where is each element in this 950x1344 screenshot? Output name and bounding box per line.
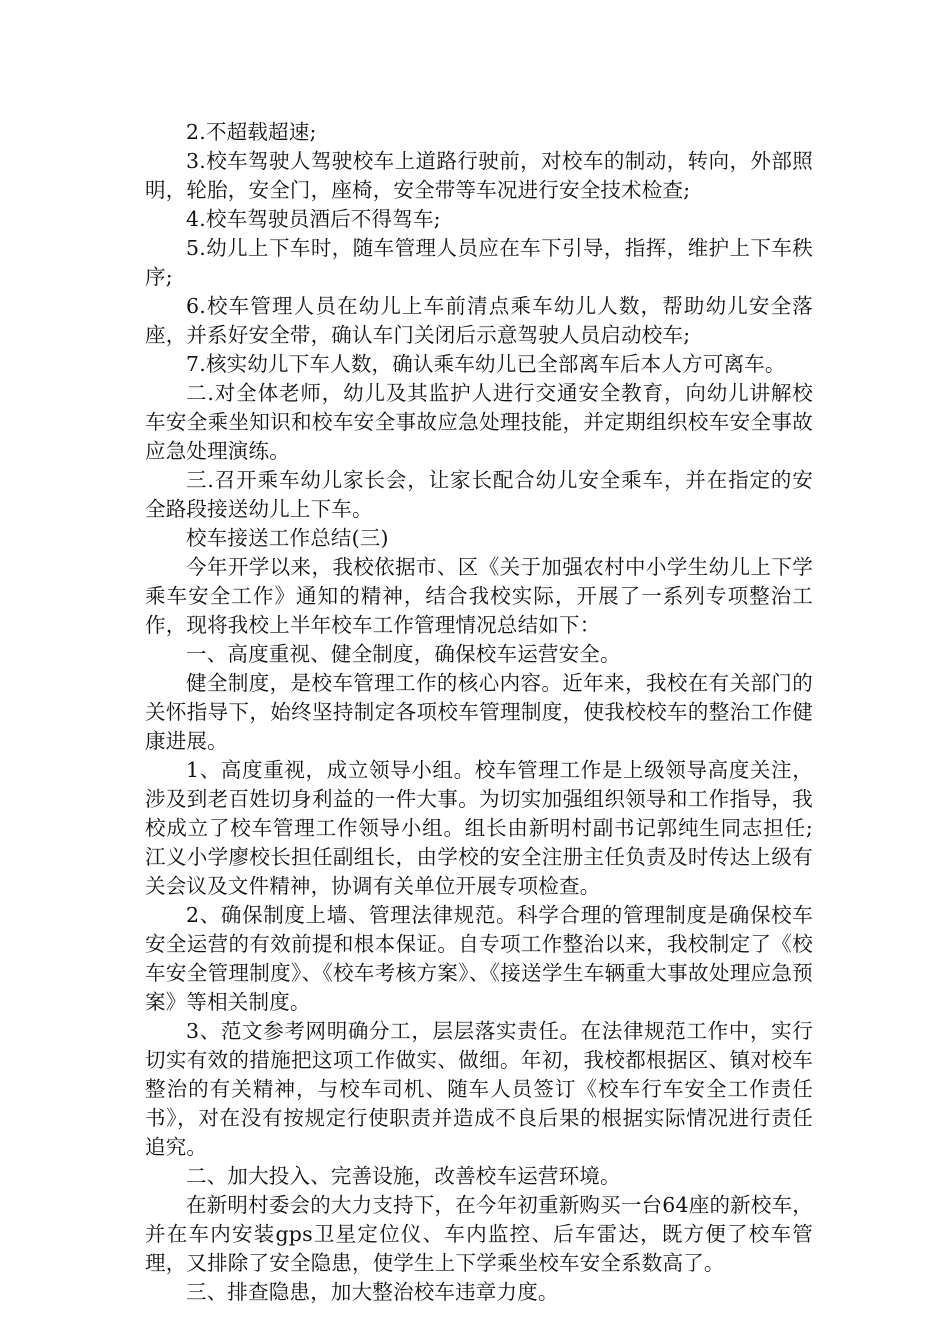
- paragraph-point-2: 2、确保制度上墙、管理法律规范。科学合理的管理制度是确保校车安全运营的有效前提和根本保证。自专项工作整治以来，我校制定了《校车安全管理制度》、《校车考核方案》、《接送学生车辆重大事故处理应急预案》等相关制度。: [145, 903, 813, 1014]
- section-heading-3: 三、排查隐患，加大整治校车违章力度。: [186, 1280, 559, 1304]
- paragraph-item-6: 6.校车管理人员在幼儿上车前清点乘车幼儿人数，帮助幼儿安全落座，并系好安全带，确认车门关闭后示意驾驶人员启动校车;: [145, 294, 813, 347]
- paragraph-section-3: 三.召开乘车幼儿家长会，让家长配合幼儿安全乘车，并在指定的安全路段接送幼儿上下车。: [145, 468, 813, 521]
- paragraph-item-4: 4.校车驾驶员酒后不得驾车;: [186, 207, 441, 231]
- paragraph-section-2: 二.对全体老师，幼儿及其监护人进行交通安全教育，向幼儿讲解校车安全乘坐知识和校车安全事故应急处理技能，并定期组织校车安全事故应急处理演练。: [145, 381, 813, 463]
- paragraph-point-3: 3、范文参考网明确分工，层层落实责任。在法律规范工作中，实行切实有效的措施把这项工作做实、做细。年初，我校都根据区、镇对校车整治的有关精神，与校车司机、随车人员签订《校车行车安全工作责任书》，对在没有按规定行使职责并造成不良后果的根据实际情况进行责任追究。: [145, 1019, 813, 1159]
- paragraph-item-3: 3.校车驾驶人驾驶校车上道路行驶前，对校车的制动，转向，外部照明，轮胎，安全门，座椅，安全带等车况进行安全技术检查;: [145, 149, 813, 202]
- document-heading: 校车接送工作总结(三): [186, 526, 389, 550]
- section-heading-2: 二、加大投入、完善设施，改善校车运营环境。: [186, 1164, 621, 1188]
- section-heading-1: 一、高度重视、健全制度，确保校车运营安全。: [186, 642, 621, 666]
- paragraph-body: 在新明村委会的大力支持下，在今年初重新购买一台64座的新校车，并在车内安装gps卫星定位仪、车内监控、后车雷达，既方便了校车管理，又排除了安全隐患，使学生上下学乘坐校车安全系数高了。: [145, 1193, 813, 1275]
- paragraph-item-7: 7.核实幼儿下车人数，确认乘车幼儿已全部离车后本人方可离车。: [186, 352, 786, 376]
- paragraph-body: 健全制度，是校车管理工作的核心内容。近年来，我校在有关部门的关怀指导下，始终坚持制定各项校车管理制度，使我校校车的整治工作健康进展。: [145, 671, 813, 753]
- document-body: [145, 118, 813, 1307]
- paragraph-item-2: 2.不超载超速;: [186, 120, 317, 144]
- paragraph-intro: 今年开学以来，我校依据市、区《关于加强农村中小学生幼儿上下学乘车安全工作》通知的精神，结合我校实际，开展了一系列专项整治工作，现将我校上半年校车工作管理情况总结如下：: [145, 555, 813, 637]
- paragraph-point-1: 1、高度重视，成立领导小组。校车管理工作是上级领导高度关注，涉及到老百姓切身利益的一件大事。为切实加强组织领导和工作指导，我校成立了校车管理工作领导小组。组长由新明村副书记郭纯生同志担任;江义小学廖校长担任副组长，由学校的安全注册主任负责及时传达上级有关会议及文件精神，协调有关单位开展专项检查。: [145, 758, 813, 898]
- paragraph-item-5: 5.幼儿上下车时，随车管理人员应在车下引导，指挥，维护上下车秩序;: [145, 236, 813, 289]
